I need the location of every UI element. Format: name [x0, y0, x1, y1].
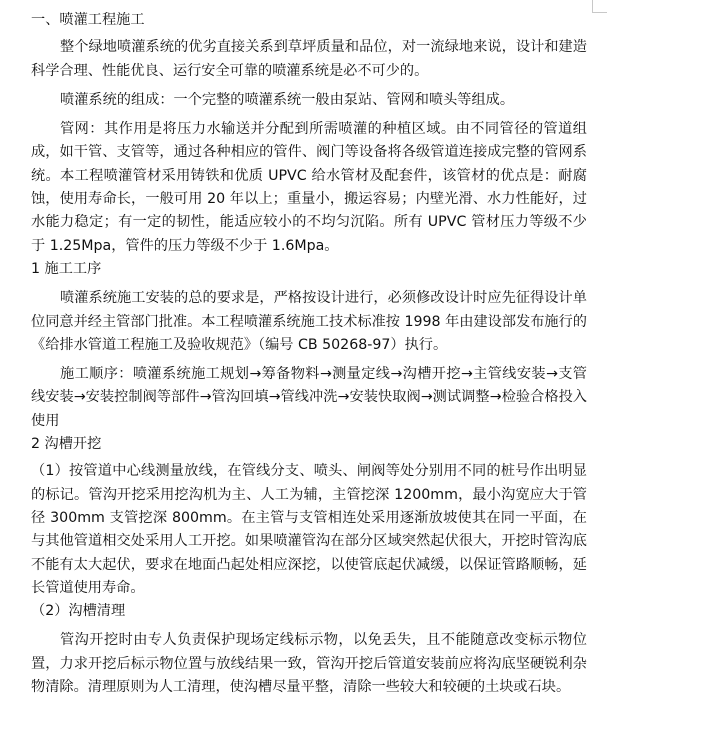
subsection-title-trench-cleaning: （2）沟槽清理 [31, 603, 126, 620]
paragraph-general-requirements: 喷灌系统施工安装的总的要求是，严格按设计进行，必须修改设计时应先征得设计单位同意并经主管部门批准。本工程喷灌系统施工技术标准按 1998 年由建设部发布施行的《给排水管道工程施工及验收规范》（编号 CB 50268-97）执行。 [31, 290, 587, 353]
subsection-title-trench: 2 沟槽开挖 [31, 436, 102, 453]
document-body [31, 9, 587, 699]
paragraph-trench-excavation: （1）按管道中心线测量放线，在管线分支、喷头、闸阀等处分别用不同的桩号作出明显的标记。管沟开挖采用挖沟机为主、人工为辅，主管挖深 1200mm，最小沟宽应大于管径 300mm 支管挖深 800mm。在主管与支管相连处采用逐渐放坡使其在同一平面，在与其他管道相交处采用人工开挖。如果喷灌管沟在部分区域突然起伏很大，开挖时管沟底不能有太大起伏，要求在地面凸起处相应深挖，以使管底起伏减缓，以保证管路顺畅，延长管道使用寿命。 [31, 463, 587, 596]
paragraph-trench-cleaning: 管沟开挖时由专人负责保护现场定线标示物，以免丢失，且不能随意改变标示物位置，力求开挖后标示物位置与放线结果一致，管沟开挖后管道安装前应将沟底坚硬锐利杂物清除。清理原则为人工清理，使沟槽尽量平整，清除一些较大和较硬的土块或石块。 [31, 632, 587, 696]
paragraph-intro: 整个绿地喷灌系统的优劣直接关系到草坪质量和品位，对一流绿地来说，设计和建造科学合理、性能优良、运行安全可靠的喷灌系统是必不可少的。 [31, 39, 587, 79]
subsection-title-procedure: 1 施工工序 [31, 260, 102, 277]
section-title: 一、喷灌工程施工 [31, 12, 145, 28]
paragraph-composition: 喷灌系统的组成：一个完整的喷灌系统一般由泵站、管网和喷头等组成。 [60, 91, 515, 108]
paragraph-construction-sequence: 施工顺序：喷灌系统施工规划→筹备物料→测量定线→沟槽开挖→主管线安装→支管线安装→安装控制阀等部件→管沟回填→管线冲洗→安装快取阀→测试调整→检验合格投入使用 [31, 366, 587, 429]
page-corner-mark [592, 0, 607, 13]
paragraph-pipe-network: 管网：其作用是将压力水输送并分配到所需喷灌的种植区域。由不同管径的管道组成，如干管、支管等，通过各种相应的管件、阀门等设备将各级管道连接成完整的管网系统。本工程喷灌管材采用铸铁和优质 UPVC 给水管材及配套件，该管材的优点是：耐腐蚀，使用寿命长，一般可用 20 年以上；重量小，搬运容易；内壁光滑、水力性能好，过水能力稳定；有一定的韧性，能适应较小的不均匀沉陷。所有 UPVC 管材压力等级不少于 1.25Mpa，管件的压力等级不少于 1.6Mpa。 [31, 121, 587, 254]
